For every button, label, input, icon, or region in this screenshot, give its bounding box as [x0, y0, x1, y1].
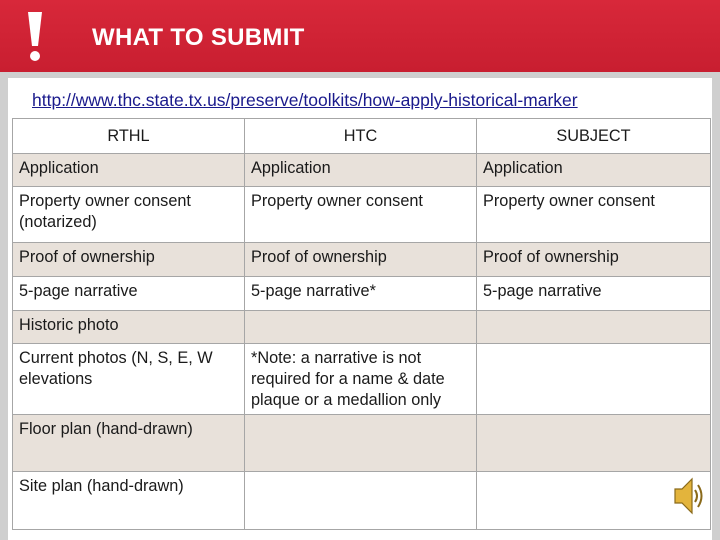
- table-cell: 5-page narrative: [477, 277, 711, 311]
- table-cell: Proof of ownership: [477, 243, 711, 277]
- table-cell: [477, 311, 711, 344]
- submission-table: [12, 118, 711, 530]
- table-cell: [245, 415, 477, 472]
- table-row: [13, 311, 711, 344]
- table-cell: *Note: a narrative is not required for a name & date plaque or a medallion only: [245, 344, 477, 415]
- exclamation-icon: [26, 10, 44, 62]
- table-cell: [477, 415, 711, 472]
- table-cell: Application: [13, 154, 245, 187]
- table-row: [13, 415, 711, 472]
- table-cell: Site plan (hand-drawn): [13, 472, 245, 530]
- table-cell: Proof of ownership: [245, 243, 477, 277]
- table-cell: [245, 472, 477, 530]
- column-header-subject: SUBJECT: [477, 119, 711, 154]
- column-header-htc: HTC: [245, 119, 477, 154]
- table-row: [13, 472, 711, 530]
- table-cell: 5-page narrative*: [245, 277, 477, 311]
- table-row: [13, 154, 711, 187]
- table-row: [13, 243, 711, 277]
- table-cell: [477, 344, 711, 415]
- title-bar: [0, 0, 720, 72]
- table-cell: [245, 311, 477, 344]
- table-cell: Floor plan (hand-drawn): [13, 415, 245, 472]
- table-cell: Current photos (N, S, E, W elevations: [13, 344, 245, 415]
- column-header-rthl: RTHL: [13, 119, 245, 154]
- table-cell: Property owner consent (notarized): [13, 187, 245, 243]
- page-title: WHAT TO SUBMIT: [92, 24, 305, 51]
- table-cell: Historic photo: [13, 311, 245, 344]
- table-cell: Application: [477, 154, 711, 187]
- table-header-row: [13, 119, 711, 154]
- toolkit-link[interactable]: http://www.thc.state.tx.us/preserve/toolkits/how-apply-historical-marker: [32, 90, 578, 110]
- speaker-icon[interactable]: [672, 474, 706, 518]
- table-row: [13, 187, 711, 243]
- table-cell: Property owner consent: [477, 187, 711, 243]
- table-cell: Proof of ownership: [13, 243, 245, 277]
- table-cell: Property owner consent: [245, 187, 477, 243]
- table-row: [13, 344, 711, 415]
- table-row: [13, 277, 711, 311]
- table-cell: Application: [245, 154, 477, 187]
- table-cell: 5-page narrative: [13, 277, 245, 311]
